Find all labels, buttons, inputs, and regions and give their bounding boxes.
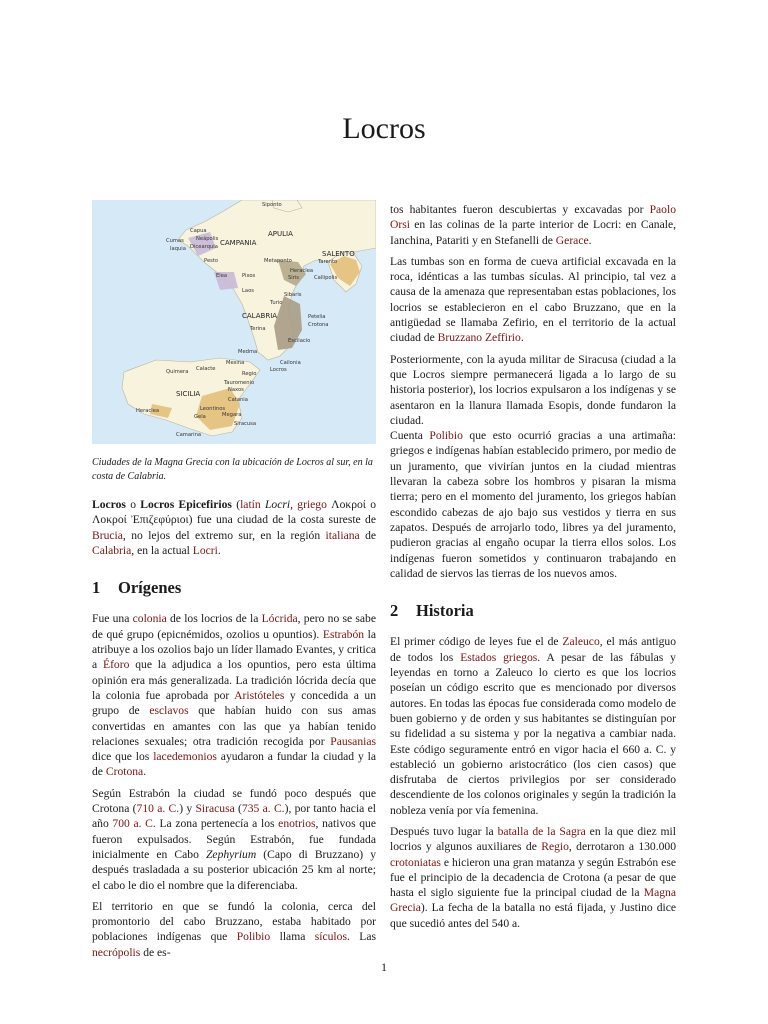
link-735-ac[interactable]: 735 a. C. bbox=[241, 802, 285, 816]
intro-paragraph bbox=[92, 497, 376, 558]
map-label: Capua bbox=[190, 228, 207, 234]
link-batalla-de-la-sagra[interactable]: batalla de la Sagra bbox=[497, 824, 586, 838]
map-label: Tarento bbox=[318, 259, 338, 265]
map-label: Turio bbox=[270, 300, 283, 306]
text-italic: Zephyrium bbox=[205, 847, 257, 861]
text: . bbox=[143, 765, 147, 779]
map-label: Siris bbox=[288, 275, 300, 281]
text: El territorio en que se fundó la colonia, cerca del promontorio del cabo Bruzzano, estaba habitado por poblaciones indígenas que bbox=[92, 899, 376, 944]
text: en la que diez mil locrios y algunos auxiliares de bbox=[390, 824, 676, 854]
paragraph bbox=[92, 611, 376, 779]
map-label: Tauromenio bbox=[224, 380, 255, 386]
map-label: Neápolis bbox=[196, 236, 219, 242]
map-label: Dicearquia bbox=[190, 244, 218, 250]
map-label: Sibaris bbox=[284, 292, 302, 298]
link-eforo[interactable]: Éforo bbox=[102, 658, 130, 672]
text: (Capo di Bruzzano) y después trasladada a su posterior ubicación 25 km al norte; el cabo le dio el nombre que la diferenciaba. bbox=[92, 847, 376, 892]
text: Fue una bbox=[92, 612, 133, 626]
map-label: Naxos bbox=[228, 387, 244, 393]
link-bruzzano-zeffirio[interactable]: Bruzzano Zeffirio bbox=[437, 331, 521, 345]
map-label: Gela bbox=[194, 414, 206, 420]
link-colonia[interactable]: colonia bbox=[132, 612, 167, 626]
link-griego[interactable]: griego bbox=[297, 498, 327, 511]
section-heading-historia bbox=[390, 601, 676, 621]
text: ) y bbox=[179, 802, 196, 816]
text: ), por tanto hacia el año bbox=[92, 802, 376, 831]
map-label: Callipolis bbox=[314, 275, 338, 281]
text: . A pesar de las fábulas y leyendas en torno a Zaleuco lo cierto es que los locrios poseían un código escrito que es mencionado por diversos autores. En todas las épocas fue considerada como modelo de buen gobierno y de orden y sus habitantes se distinguían por su fidelidad a su sistema y por la negativa a cambiar nada. Este código seguramente entró en vigor hacia el 660 a. C. y estableció un gobierno aristocrático (los cien casos) que disfrutaba de ciertos privilegios por ser considerado descendiente de los colonos originales y según la tradición la nobleza venía por vía femenina. bbox=[390, 650, 676, 817]
map-label: Pixos bbox=[242, 273, 256, 279]
link-aristoteles[interactable]: Aristóteles bbox=[234, 688, 285, 702]
text: , bbox=[290, 498, 298, 511]
link-siculos[interactable]: sículos bbox=[314, 930, 347, 944]
map-label: Petelia bbox=[308, 314, 326, 320]
map-label: Terina bbox=[250, 326, 266, 332]
text: e hicieron una gran matanza y según Estrabón ese fue el principio de la decadencia de Crotona (a pesar de que hasta el siglo siguiente fue la principal ciudad de la bbox=[390, 855, 676, 900]
right-column bbox=[390, 202, 676, 937]
text: Las tumbas son en forma de cueva artificial excavada en la roca, idénticas a las tumbas sículas. Al principio, tal vez a causa de la amenaza que representaban estas poblaciones, los locrios se establecieron en el cabo Bruzzano, que en la antigüedad se llamaba Zefirio, en el territorio de la actual ciudad de bbox=[390, 254, 676, 345]
paragraph: Posteriormente, con la ayuda militar de Siracusa (ciudad a la que Locros siempre permanecerá ligada a lo largo de su historia posterior), los locrios expulsaron a los indígenas y se asentaron en la llanura llamada Esopis, donde fundaron la ciudad. bbox=[390, 352, 676, 427]
map-label: Heraclea bbox=[290, 268, 314, 274]
link-magna-grecia[interactable]: Magna Grecia bbox=[390, 886, 676, 915]
map-label: Camarina bbox=[176, 432, 202, 438]
link-regio[interactable]: Regio bbox=[541, 840, 569, 854]
map-label: APULIA bbox=[268, 230, 293, 238]
link-brucia[interactable]: Brucia bbox=[92, 528, 123, 542]
text: y concedida a un grupo de bbox=[92, 688, 376, 718]
map-label: Laos bbox=[242, 288, 254, 294]
text: ). La fecha de la batalla no está fijada, y Justino dice que sucedió antes del 540 a. bbox=[390, 901, 676, 930]
link-italiana[interactable]: italiana bbox=[325, 528, 360, 542]
link-polibio[interactable]: Polibio bbox=[429, 429, 463, 443]
link-crotona[interactable]: Crotona bbox=[105, 765, 144, 779]
link-siracusa[interactable]: Siracusa bbox=[195, 802, 235, 816]
text: que esto ocurrió gracias a una artimaña: griegos e indígenas habían establecido primero, por medio de un juramento, que vivirían juntos en la ciudad mientras llevaran la cabeza sobre los hombros y pisaran la misma tierra; pero en el momento del juramento, los griegos habían escondido cabezas de ajo bajo sus vestidos y tierra en sus zapatos. Después de arrojarlo todo, libres ya del juramento, pudieron gracias al engaño ocupar la tierra ellos solos. Los indígenas fueron sometidos y continuaron trabajando en calidad de siervos las tierras de los nuevos amos. bbox=[390, 429, 676, 580]
map-label: Crotona bbox=[308, 322, 329, 328]
map-label: CAMPANIA bbox=[220, 239, 257, 247]
text: , pero no se sabe de qué grupo (epicnémidos, ozolios u opuntios). bbox=[92, 612, 376, 641]
text: , el más antiguo de todos los bbox=[390, 635, 677, 664]
text: ayudaron a fundar la ciudad y la de bbox=[92, 750, 376, 779]
link-calabria[interactable]: Calabria bbox=[92, 543, 132, 557]
map-label: Cumas bbox=[166, 238, 184, 244]
map-label: Locros bbox=[270, 367, 287, 373]
text: en las colinas de la parte interior de Locri: en Canale, Ianchina, Patariti y en Stefanelli de bbox=[390, 218, 676, 247]
link-esclavos[interactable]: esclavos bbox=[149, 704, 189, 718]
text: . bbox=[520, 331, 524, 345]
text-italic: Locri bbox=[264, 498, 291, 511]
link-polibio[interactable]: Polibio bbox=[236, 930, 271, 944]
map-caption: Ciudades de la Magna Grecia con la ubicación de Locros al sur, en la costa de Calabria. bbox=[92, 457, 373, 482]
text: Λοκροί ο Λοκροί Ἐπιζεφύριοι) fue una ciudad de la costa sureste de bbox=[92, 498, 377, 527]
link-necropolis[interactable]: necrópolis bbox=[92, 945, 141, 959]
paragraph bbox=[390, 824, 676, 931]
text: tos habitantes fueron descubiertas y excavadas por bbox=[390, 203, 650, 216]
text: Después tuvo lugar la bbox=[390, 824, 498, 838]
left-column bbox=[92, 200, 376, 966]
text: . bbox=[588, 233, 592, 247]
magna-grecia-map bbox=[92, 200, 376, 444]
map-label: Quimera bbox=[166, 369, 189, 375]
text: llama bbox=[270, 930, 315, 944]
paragraph bbox=[390, 634, 676, 818]
link-gerace[interactable]: Gerace bbox=[555, 233, 589, 247]
term-locros-epicefirios: Locros Epicefirios bbox=[140, 498, 232, 511]
section-heading-origenes bbox=[92, 578, 376, 598]
link-pausanias[interactable]: Pausanias bbox=[330, 734, 376, 748]
link-700-ac[interactable]: 700 a. C. bbox=[112, 817, 156, 831]
section-number: 2 bbox=[390, 601, 399, 621]
text: de bbox=[359, 528, 377, 542]
map-label: Elea bbox=[216, 273, 228, 279]
text: , en la actual bbox=[131, 543, 193, 557]
text: , derrotaron a 130.000 bbox=[568, 840, 677, 854]
text: Cuenta bbox=[390, 429, 430, 443]
link-crotoniatas[interactable]: crotoniatas bbox=[390, 855, 441, 869]
text: Según Estrabón la ciudad se fundó poco después que Crotona ( bbox=[92, 786, 376, 816]
text: ( bbox=[234, 802, 242, 816]
text: La zona pertenecía a los bbox=[155, 817, 279, 831]
text: la atribuye a los ozolios bajo un líder llamado Evantes, y critica a bbox=[92, 627, 376, 672]
term-locros: Locros bbox=[92, 498, 126, 511]
link-latin[interactable]: latín bbox=[240, 498, 261, 511]
text: de es- bbox=[140, 945, 171, 959]
text: . bbox=[217, 543, 221, 557]
map-label: SICILIA bbox=[176, 390, 201, 398]
text: , no lejos del extremo sur, en la región bbox=[122, 528, 326, 542]
paragraph bbox=[390, 428, 676, 581]
link-paolo-orsi[interactable]: Paolo Orsi bbox=[390, 203, 676, 232]
text: o bbox=[125, 498, 141, 511]
page-title: Locros bbox=[342, 112, 426, 145]
paragraph bbox=[390, 202, 676, 248]
map-label: Escilacio bbox=[288, 338, 311, 344]
map-label: Mesina bbox=[226, 360, 245, 366]
link-locrida[interactable]: Lócrida bbox=[261, 612, 298, 626]
map-label: Cailonia bbox=[280, 360, 301, 366]
section-title: Orígenes bbox=[118, 578, 182, 598]
link-enotrios[interactable]: enotrios bbox=[278, 817, 316, 831]
text: de los locrios de la bbox=[166, 612, 262, 626]
section-title: Historia bbox=[416, 601, 474, 621]
text: El primer código de leyes fue el de bbox=[390, 635, 563, 649]
map-label: Pesto bbox=[204, 258, 219, 264]
link-estrabon[interactable]: Estrabón bbox=[322, 627, 365, 641]
map-label: Regio bbox=[242, 371, 257, 377]
link-710-ac[interactable]: 710 a. C. bbox=[136, 802, 180, 816]
link-estados-griegos[interactable]: Estados griegos bbox=[460, 650, 538, 664]
map-label: Metaponto bbox=[264, 258, 292, 264]
text: que la adjudica a los opuntios, pero esta última opinión era más generalizada. La tradición lócrida decía que la colonia fue aprobada por bbox=[92, 658, 376, 702]
map-label: Iaquia bbox=[170, 246, 186, 252]
map-label: Medma bbox=[238, 349, 258, 355]
page-number: 1 bbox=[381, 960, 387, 974]
paragraph bbox=[390, 254, 676, 346]
text: que habían huido con sus amas convertidas en amantes con las que ya habían tenido relaciones sexuales; otra tradición recogida por bbox=[92, 704, 376, 748]
section-number: 1 bbox=[92, 578, 101, 598]
paragraph bbox=[92, 786, 376, 893]
text: . Las bbox=[346, 930, 376, 944]
map-label: Calacte bbox=[196, 366, 216, 372]
link-lacedemonios[interactable]: lacedemonios bbox=[153, 750, 217, 764]
map-label: Leontinos bbox=[200, 406, 226, 412]
paragraph bbox=[92, 899, 376, 960]
link-zaleuco[interactable]: Zaleuco bbox=[562, 635, 600, 649]
link-locri[interactable]: Locri bbox=[192, 543, 218, 557]
map-label: Siracusa bbox=[234, 421, 257, 427]
map-label: CALABRIA bbox=[242, 312, 278, 320]
map-label: SALENTO bbox=[322, 250, 355, 258]
map-label: Siponto bbox=[262, 202, 282, 208]
text: ( bbox=[231, 498, 241, 511]
map-label: Heraclea bbox=[136, 408, 160, 414]
map-label: Megara bbox=[222, 412, 242, 418]
text: , nativos que fueron expulsados. Según Estrabón, fue fundada inicialmente en Cabo bbox=[92, 817, 376, 861]
map-label: Catania bbox=[228, 397, 248, 403]
text: dice que los bbox=[92, 750, 154, 764]
